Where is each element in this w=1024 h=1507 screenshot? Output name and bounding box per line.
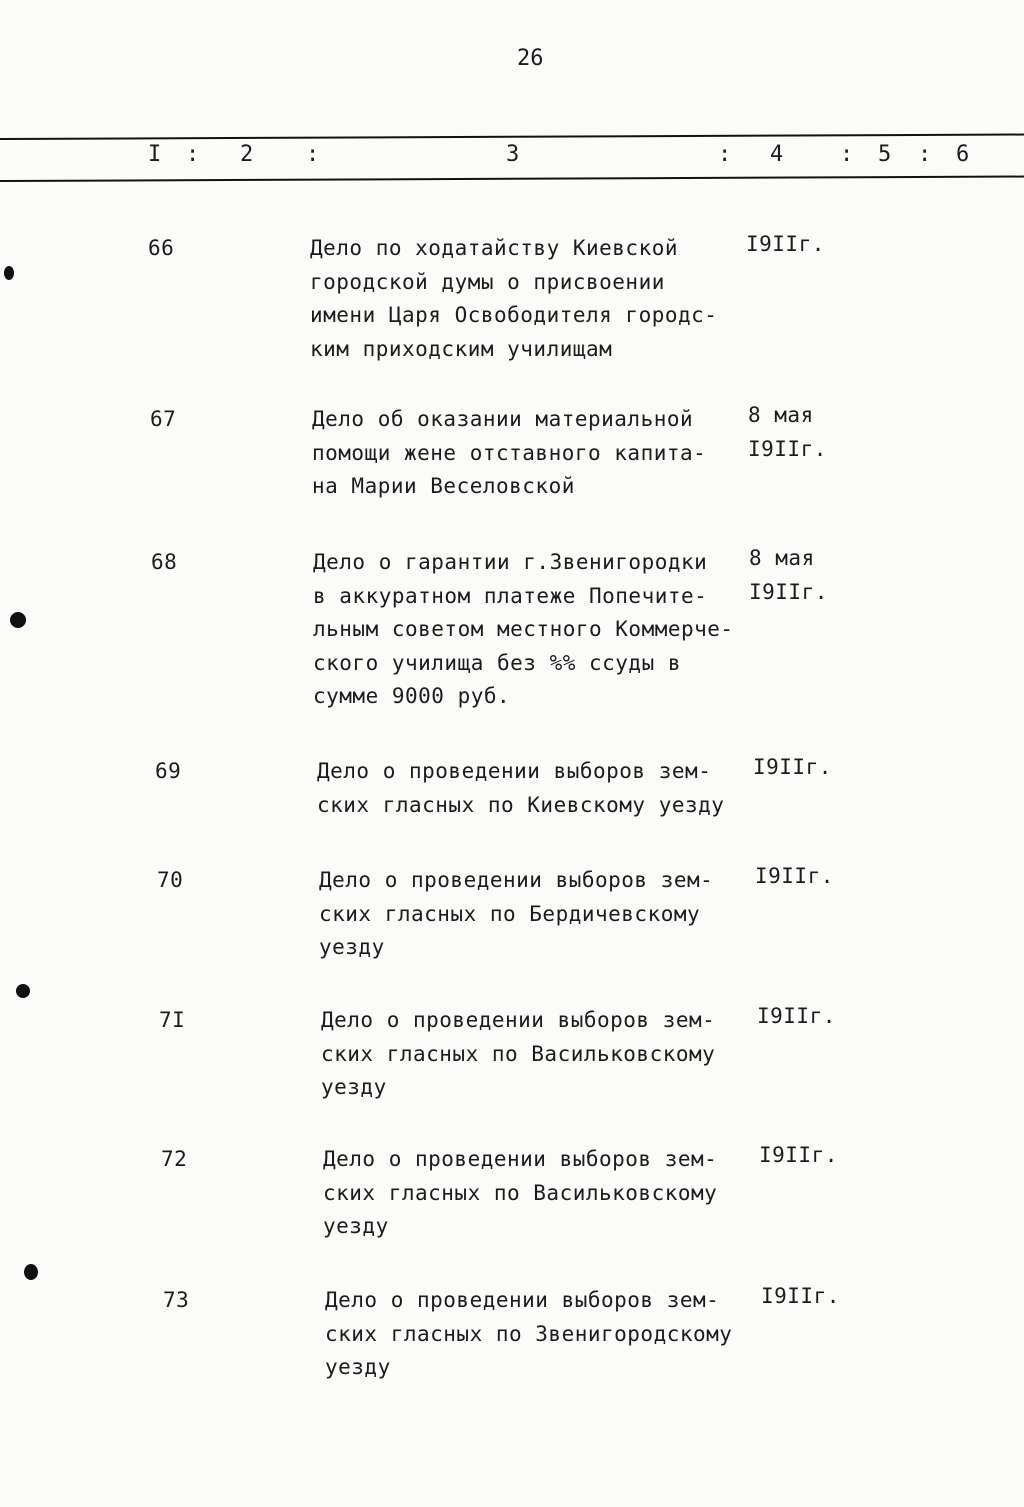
date-line: 8 мая [749, 546, 815, 570]
column-header-5: 5 [878, 142, 892, 167]
date-line: I9IIг. [746, 232, 825, 256]
item-date [753, 751, 832, 785]
item-number: 70 [157, 868, 184, 892]
punch-mark [16, 984, 30, 998]
description-line: льным советом местного Коммерче- [313, 617, 734, 641]
description-line: городской думы о присвоении [310, 269, 665, 294]
page-number: 26 [517, 46, 544, 71]
description-line: на Марии Веселовской [312, 474, 575, 498]
item-description [325, 1284, 785, 1385]
description-line: ских гласных по Бердичевскому [319, 901, 701, 926]
item-description [321, 1004, 781, 1105]
date-line: I9IIг. [749, 579, 828, 604]
date-line: I9IIг. [753, 755, 832, 779]
description-line: Дело по ходатайству Киевской [310, 236, 679, 260]
item-number: 69 [155, 759, 182, 783]
description-line: ских гласных по Звенигородскому [325, 1321, 733, 1346]
description-line: ских гласных по Васильковскому [323, 1180, 718, 1205]
item-description [323, 1143, 783, 1244]
item-description [317, 755, 777, 822]
column-separator: : [718, 142, 732, 167]
column-separator: : [840, 142, 854, 167]
column-header-2: 2 [240, 142, 254, 167]
description-line: ских гласных по Киевскому уезду [317, 792, 725, 817]
description-line: помощи жене отставного капита- [312, 440, 707, 465]
item-date [749, 542, 828, 609]
date-line: I9IIг. [761, 1284, 840, 1308]
description-line: Дело о проведении выборов зем- [319, 868, 714, 892]
description-line: Дело о проведении выборов зем- [321, 1008, 716, 1032]
item-number: 73 [163, 1288, 190, 1312]
item-description [319, 864, 779, 965]
date-line: I9IIг. [757, 1004, 836, 1028]
description-line: уезду [325, 1355, 391, 1379]
punch-mark [10, 612, 26, 628]
column-header-4: 4 [770, 142, 784, 167]
description-line: Дело о проведении выборов зем- [325, 1288, 720, 1312]
description-line: сумме 9000 руб. [313, 684, 511, 708]
item-date [761, 1280, 840, 1314]
item-number: 7I [159, 1008, 186, 1032]
description-line: Дело о проведении выборов зем- [323, 1147, 718, 1171]
description-line: ского училища без %% ссуды в [313, 650, 682, 675]
date-line: I9IIг. [755, 864, 834, 888]
item-date [757, 1000, 836, 1034]
description-line: ских гласных по Васильковскому [321, 1041, 716, 1066]
date-line: 8 мая [748, 403, 814, 427]
column-header-3: 3 [506, 142, 520, 167]
date-line: I9IIг. [748, 436, 827, 461]
item-number: 66 [148, 236, 175, 260]
description-line: уезду [321, 1075, 387, 1099]
item-date [755, 860, 834, 894]
item-number: 72 [161, 1147, 188, 1171]
item-date [759, 1139, 838, 1173]
item-number: 68 [151, 550, 178, 574]
description-line: Дело о гарантии г.Звенигородки [313, 550, 708, 574]
item-description [313, 546, 773, 714]
item-description [310, 232, 770, 366]
item-date [746, 228, 825, 262]
table-header-top-rule [0, 134, 1024, 140]
punch-mark [4, 266, 14, 280]
item-date [748, 399, 827, 466]
column-separator: : [186, 142, 200, 167]
description-line: в аккуратном платеже Попечите- [313, 583, 708, 608]
column-header-1: I [148, 142, 162, 167]
date-line: I9IIг. [759, 1143, 838, 1167]
description-line: уезду [319, 935, 385, 959]
description-line: имени Царя Освободителя городс- [310, 303, 718, 327]
description-line: уезду [323, 1214, 389, 1238]
description-line: Дело об оказании материальной [312, 407, 694, 431]
column-header-6: 6 [956, 142, 970, 167]
column-separator: : [918, 142, 932, 167]
description-line: ким приходским училищам [310, 336, 613, 361]
description-line: Дело о проведении выборов зем- [317, 759, 712, 783]
column-separator: : [306, 142, 320, 167]
item-description [312, 403, 772, 504]
table-header-bottom-rule [0, 176, 1024, 182]
punch-mark [24, 1264, 38, 1280]
item-number: 67 [150, 407, 177, 431]
